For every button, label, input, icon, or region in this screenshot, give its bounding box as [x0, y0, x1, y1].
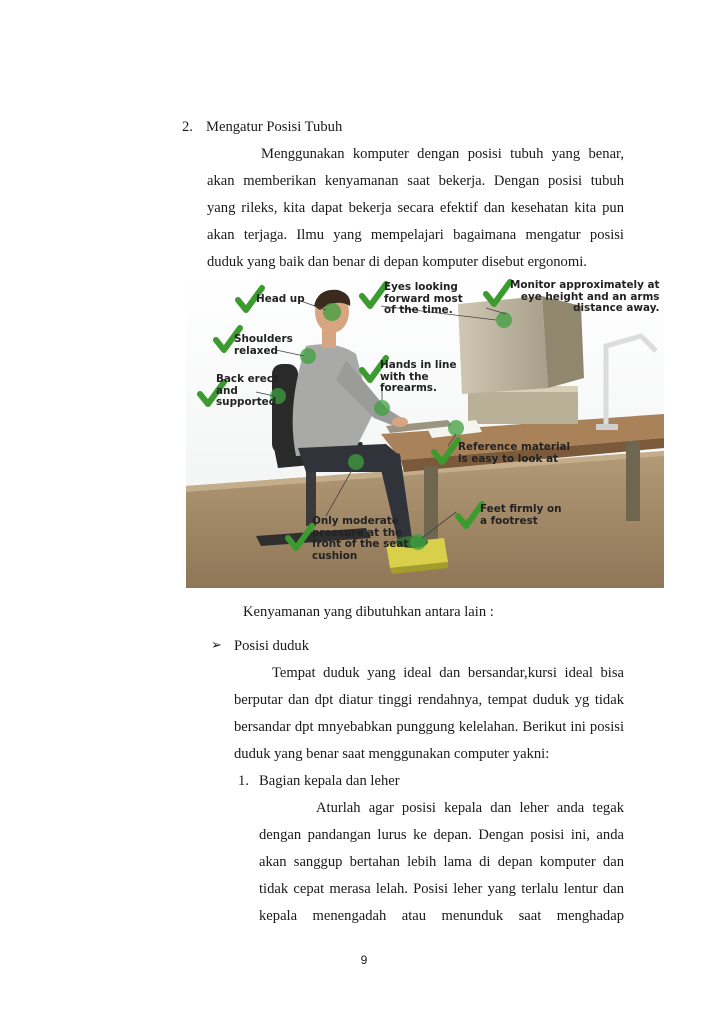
- section-paragraph-line: Menggunakan komputer dengan posisi tubuh yang benar,: [261, 146, 624, 162]
- callout-head-up: Head up: [256, 293, 305, 305]
- subitem-paragraph-line: akan sanggup bertahan lebih lama di depan komputer dan: [259, 854, 624, 870]
- subitem-paragraph-line: Aturlah agar posisi kepala dan leher anda tegak: [316, 800, 624, 816]
- callout-monitor: Monitor approximately at eye height and an arms distance away.: [510, 279, 660, 314]
- callout-hands: Hands in line with the forearms.: [380, 359, 457, 394]
- bullet-paragraph-line: Tempat duduk yang ideal dan bersandar,kursi ideal bisa: [272, 665, 624, 681]
- bullet-marker: ➢: [211, 638, 222, 653]
- ergonomics-illustration: [186, 276, 664, 588]
- section-paragraph-line: akan terjaga. Ilmu yang mempelajari bagaimana mengatur posisi: [207, 227, 624, 243]
- subitem-paragraph-line: kepala menengadah atau menunduk saat menghadap: [259, 908, 624, 924]
- bullet-paragraph-line: bersandar dpt mnyebabkan punggung kelelahan. Berikut ini posisi: [234, 719, 624, 735]
- callout-back: Back erect and supported: [216, 373, 278, 408]
- bullet-paragraph-line: duduk yang benar saat menggunakan computer yakni:: [234, 746, 550, 762]
- callout-shoulders: Shoulders relaxed: [234, 333, 293, 357]
- callout-reference: Reference material is easy to look at: [458, 441, 571, 465]
- bullet-title: Posisi duduk: [234, 638, 310, 654]
- intro-line: Kenyamanan yang dibutuhkan antara lain :: [243, 604, 494, 620]
- section-paragraph-line: yang rileks, kita dapat bekerja secara efektif dan kesehatan kita pun: [207, 200, 624, 216]
- subitem-paragraph-line: dengan pandangan lurus ke depan. Dengan posisi ini, anda: [259, 827, 624, 843]
- subitem-paragraph-line: tidak cepat merasa lelah. Posisi leher yang terlalu lentur dan: [259, 881, 624, 897]
- ergonomics-scene: [186, 276, 664, 588]
- section-title: Mengatur Posisi Tubuh: [206, 119, 343, 135]
- callout-eyes: Eyes looking forward most of the time.: [384, 281, 463, 316]
- callout-pressure: Only moderate pressure at the front of the seat cushion: [312, 515, 409, 562]
- subitem-title: Bagian kepala dan leher: [259, 773, 400, 789]
- section-number: 2.: [182, 119, 193, 135]
- callout-feet: Feet firmly on a footrest: [480, 503, 562, 527]
- bullet-paragraph-line: berputar dan dpt diatur tinggi rendahnya, tempat duduk yg tidak: [234, 692, 624, 708]
- section-paragraph-line: duduk yang baik dan benar di depan komputer disebut ergonomi.: [207, 254, 587, 270]
- page-number: 9: [360, 953, 368, 967]
- section-paragraph-line: akan memberikan kenyamanan saat bekerja. Dengan posisi tubuh: [207, 173, 624, 189]
- subitem-number: 1.: [238, 773, 249, 789]
